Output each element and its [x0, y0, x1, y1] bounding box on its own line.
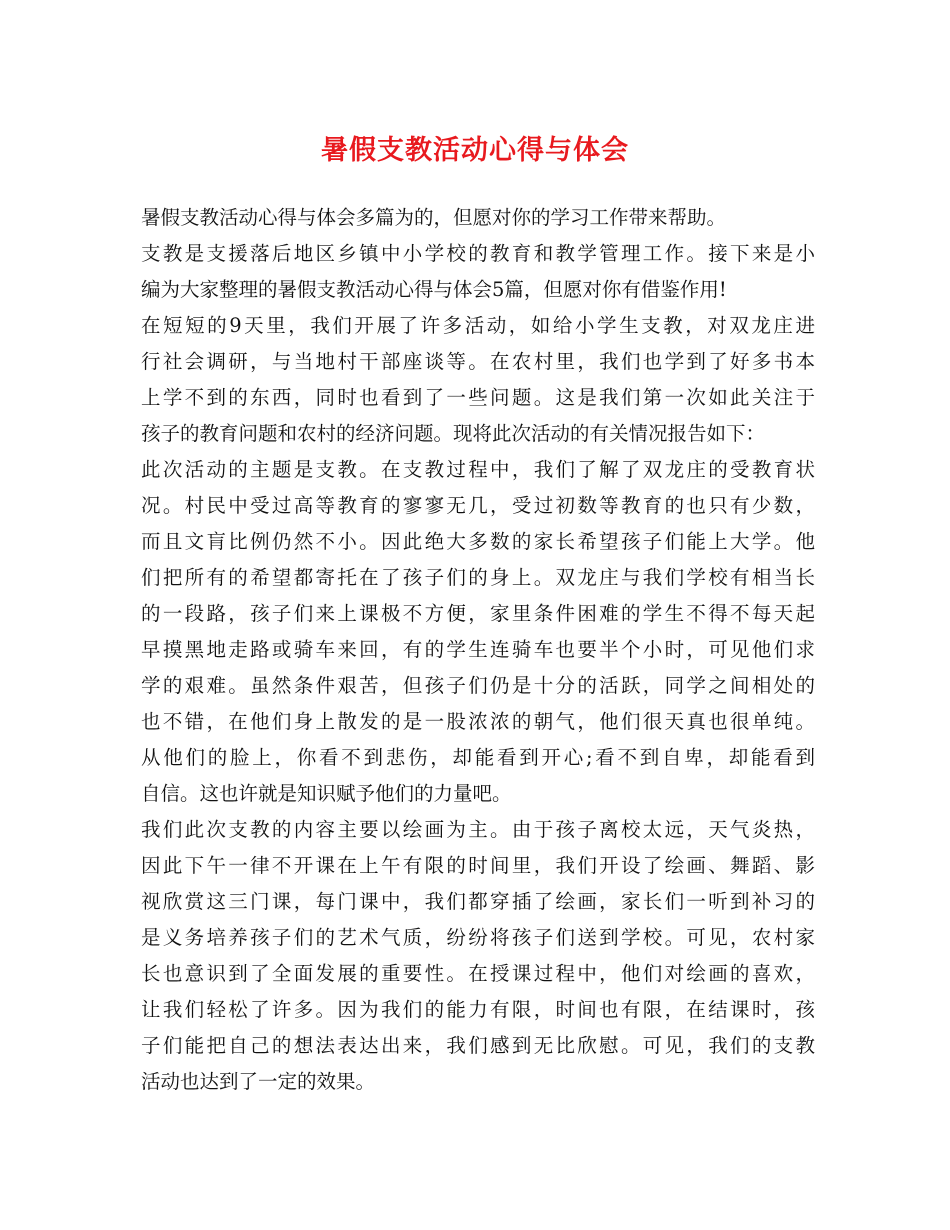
text-line: 暑假支教活动心得与体会多篇为的，但愿对你的学习工作带来帮助。: [141, 206, 727, 229]
text-line: 子们能把自己的想法表达出来，我们感到无比欣慰。可见，我们的支教: [141, 1034, 815, 1057]
text-line: 上学不到的东西，同时也看到了一些问题。这是我们第一次如此关注于: [141, 386, 815, 409]
text-line: 学的艰难。虽然条件艰苦，但孩子们仍是十分的活跃，同学之间相处的: [141, 674, 815, 697]
page-title: 暑假支教活动心得与体会: [321, 135, 629, 166]
text-line: 也不错，在他们身上散发的是一股浓浓的朝气，他们很天真也很单纯。: [141, 710, 815, 733]
text-line: 行社会调研，与当地村干部座谈等。在农村里，我们也学到了好多书本: [141, 350, 815, 373]
text-line: 因此下午一律不开课在上午有限的时间里，我们开设了绘画、舞蹈、影: [141, 854, 815, 877]
text-line: 从他们的脸上，你看不到悲伤，却能看到开心;看不到自卑，却能看到: [141, 746, 815, 769]
text-line: 编为大家整理的暑假支教活动心得与体会5篇，但愿对你有借鉴作用!: [141, 278, 727, 301]
text-line: 而且文肓比例仍然不小。因此绝大多数的家长希望孩子们能上大学。他: [141, 530, 815, 553]
text-line: 我们此次支教的内容主要以绘画为主。由于孩子离校太远，天气炎热，: [141, 818, 815, 841]
text-line: 们把所有的希望都寄托在了孩子们的身上。双龙庄与我们学校有相当长: [141, 566, 815, 589]
text-line: 长也意识到了全面发展的重要性。在授课过程中，他们对绘画的喜欢，: [141, 962, 815, 985]
text-line: 是义务培养孩子们的艺术气质，纷纷将孩子们送到学校。可见，农村家: [141, 926, 815, 949]
text-line: 自信。这也许就是知识赋予他们的力量吧。: [141, 782, 512, 805]
document-body: [141, 200, 815, 1100]
text-line: 此次活动的主题是支教。在支教过程中，我们了解了双龙庄的受教育状: [141, 458, 815, 481]
text-line: 早摸黑地走路或骑车来回，有的学生连骑车也要半个小时，可见他们求: [141, 638, 815, 661]
text-line: 让我们轻松了许多。因为我们的能力有限，时间也有限，在结课时，孩: [141, 998, 815, 1021]
text-line: 视欣赏这三门课，每门课中，我们都穿插了绘画，家长们一听到补习的: [141, 890, 815, 913]
text-line: 的一段路，孩子们来上课极不方便，家里条件困难的学生不得不每天起: [141, 602, 815, 625]
text-line: 活动也达到了一定的效果。: [141, 1070, 376, 1093]
text-line: 况。村民中受过高等教育的寥寥无几，受过初数等教育的也只有少数，: [141, 494, 815, 517]
text-line: 在短短的9天里，我们开展了许多活动，如给小学生支教，对双龙庄进: [141, 314, 815, 337]
text-line: 孩子的教育问题和农村的经济问题。现将此次活动的有关情况报告如下：: [141, 422, 766, 445]
text-line: 支教是支援落后地区乡镇中小学校的教育和教学管理工作。接下来是小: [141, 242, 815, 265]
